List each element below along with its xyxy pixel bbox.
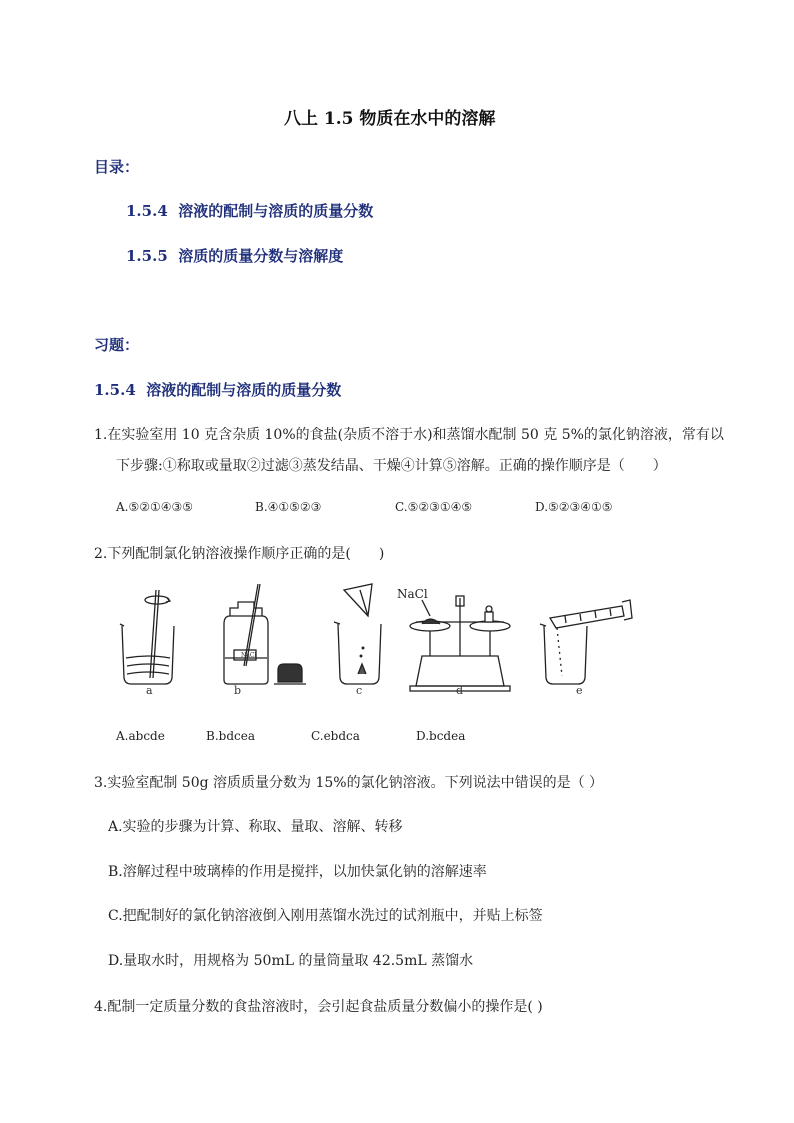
q1-option-b[interactable]: B.④①⑤②③: [255, 500, 322, 514]
q1-stem-line2: 下步骤:①称取或量取②过滤③蒸发结晶、干燥④计算⑤溶解。正确的操作顺序是（ ）: [116, 458, 667, 474]
q2-option-c[interactable]: C.ebdca: [311, 729, 360, 743]
q1-option-d[interactable]: D.⑤②③④①⑤: [535, 500, 613, 514]
q2-option-d[interactable]: D.bcdea: [416, 729, 466, 743]
section-number: 1.5.4: [94, 381, 136, 399]
figure-label-a: a: [146, 684, 153, 697]
figure-e-cylinder-pour: [540, 600, 632, 684]
q4-stem: 4.配制一定质量分数的食盐溶液时，会引起食盐质量分数偏小的操作是( ): [94, 999, 543, 1015]
nacl-label: NaCl: [397, 587, 428, 601]
q3-option-d[interactable]: D.量取水时，用规格为 50mL 的量筒量取 42.5mL 蒸馏水: [108, 953, 474, 969]
figure-label-d: d: [456, 684, 464, 697]
q2-apparatus-figure: [110, 578, 640, 700]
q2-option-b[interactable]: B.bdcea: [206, 729, 255, 743]
q3-option-a[interactable]: A.实验的步骤为计算、称取、量取、溶解、转移: [108, 819, 403, 835]
figure-d-balance: [397, 587, 510, 691]
toc-item-text: 溶液的配制与溶质的质量分数: [178, 202, 374, 220]
svg-text:NaCl: NaCl: [241, 652, 257, 659]
figure-a-stirring-beaker: [120, 590, 174, 684]
q1-option-c[interactable]: C.⑤②③①④⑤: [395, 500, 473, 514]
toc-item-text: 溶质的质量分数与溶解度: [178, 247, 344, 265]
q3-option-c[interactable]: C.把配制好的氯化钠溶液倒入刚用蒸馏水洗过的试剂瓶中，并贴上标签: [108, 908, 543, 924]
q2-option-a[interactable]: A.abcde: [116, 729, 165, 743]
q3-option-b[interactable]: B.溶解过程中玻璃棒的作用是搅拌，以加快氯化钠的溶解速率: [108, 864, 487, 880]
figure-label-e: e: [576, 684, 583, 697]
q2-stem: 2.下列配制氯化钠溶液操作顺序正确的是( ): [94, 546, 385, 562]
page-title: 八上 1.5 物质在水中的溶解: [284, 109, 496, 129]
q1-stem-line1: 1.在实验室用 10 克含杂质 10%的食盐(杂质不溶于水)和蒸馏水配制 50 克 5%的氯化钠溶液，常有以: [94, 427, 724, 443]
section-text: 溶液的配制与溶质的质量分数: [146, 381, 342, 399]
q3-stem: 3.实验室配制 50g 溶质质量分数为 15%的氯化钠溶液。下列说法中错误的是（ ）: [94, 775, 604, 791]
toc-item-2[interactable]: [126, 245, 343, 266]
toc-item-1[interactable]: [126, 200, 373, 221]
toc-item-number: 1.5.4: [126, 202, 168, 220]
toc-item-number: 1.5.5: [126, 247, 168, 265]
section-heading: [94, 379, 341, 400]
exercises-label: 习题：: [94, 336, 140, 354]
figure-label-b: b: [234, 684, 242, 697]
figure-c-pouring-beaker: [334, 584, 381, 684]
figure-b-reagent-bottle: [224, 584, 306, 684]
toc-label: 目录：: [94, 158, 140, 176]
q1-option-a[interactable]: A.⑤②①④③⑤: [116, 500, 194, 514]
figure-label-c: c: [356, 684, 363, 697]
